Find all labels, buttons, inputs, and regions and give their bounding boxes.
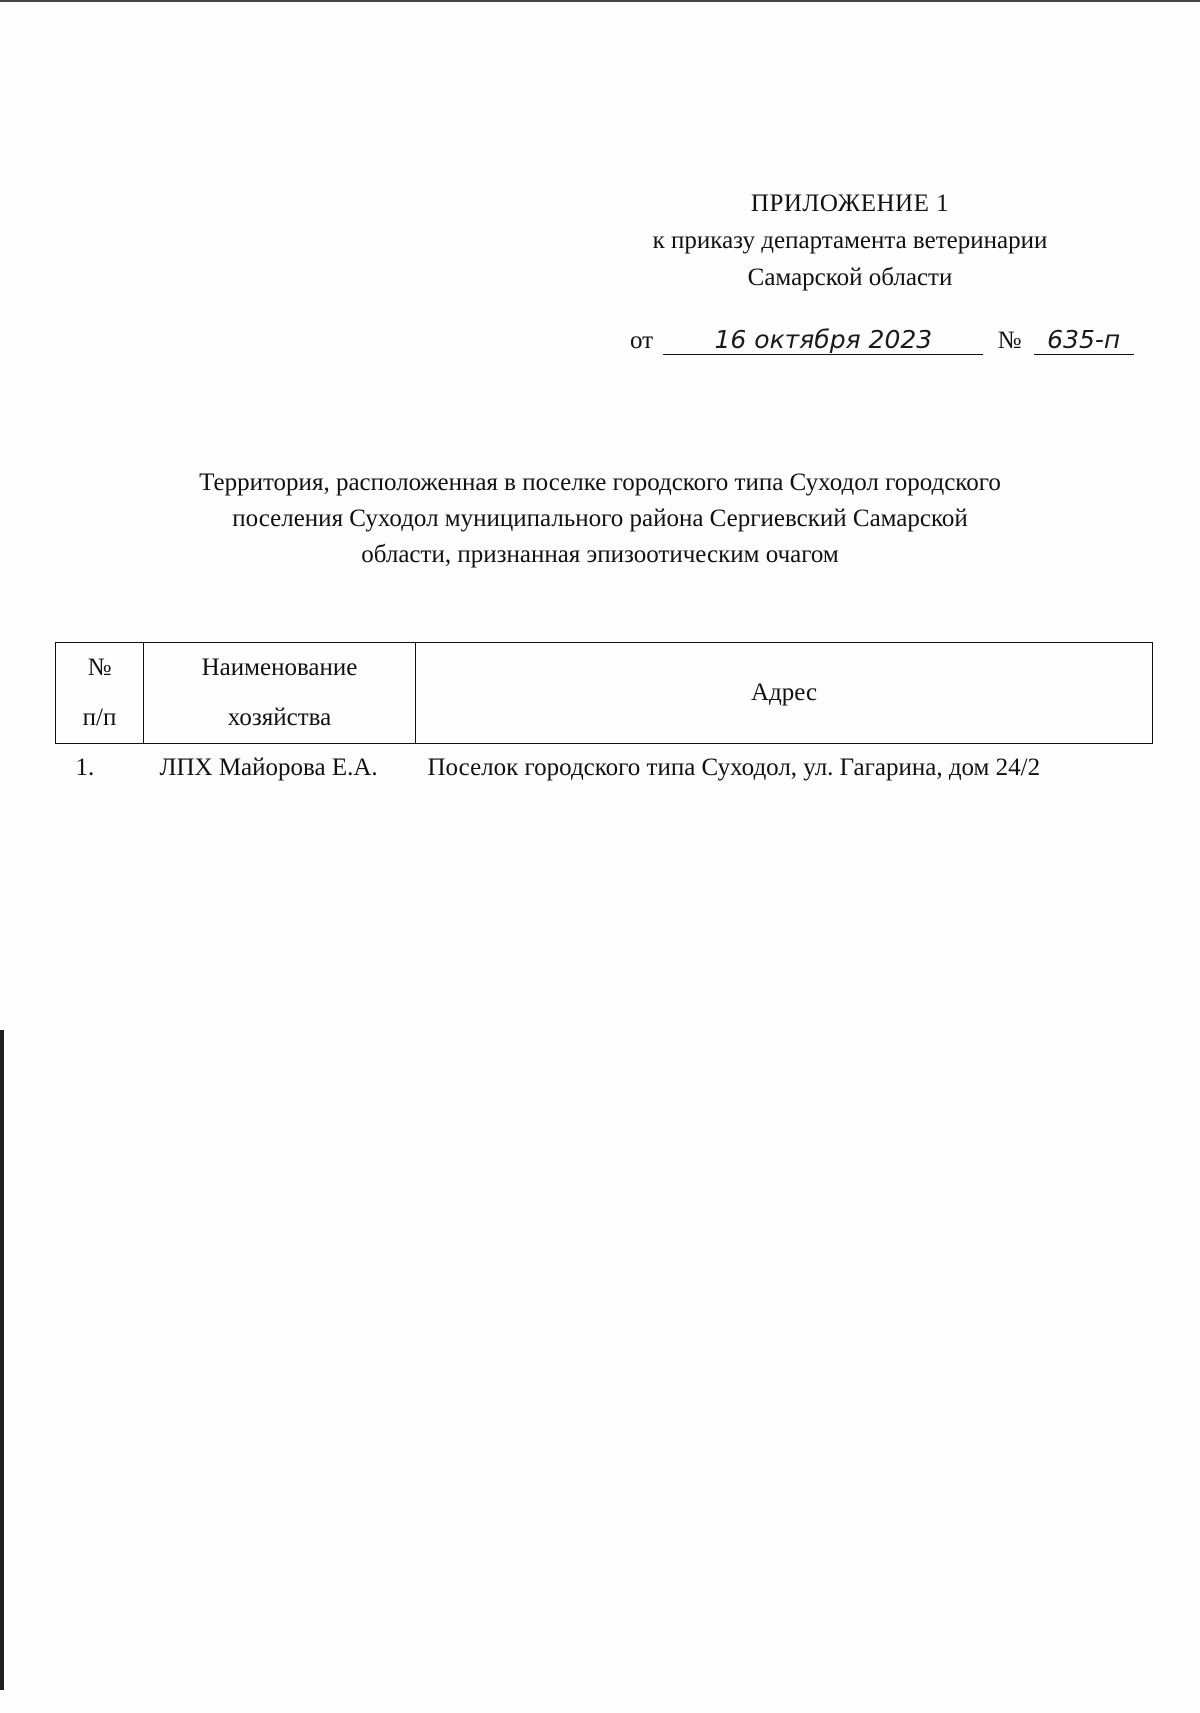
- header-number: [56, 643, 144, 744]
- table-header-row: [56, 643, 1153, 744]
- header-number-abbrev: п/п: [82, 704, 117, 731]
- farms-table: [55, 642, 1153, 783]
- header-address: Адрес: [416, 643, 1153, 744]
- header-farm-name-line-2: хозяйства: [227, 704, 332, 731]
- header-farm-name-line-1: Наименование: [201, 654, 358, 681]
- document-title-line-2: поселения Суходол муниципального района Сергиевский Самарской: [232, 505, 968, 532]
- order-number-label: №: [997, 327, 1022, 354]
- row-address: Поселок городского типа Суходол, ул. Гагарина, дом 24/2: [427, 754, 1041, 781]
- scan-edge-left: [0, 1030, 4, 1690]
- appendix-title: ПРИЛОЖЕНИЕ 1: [750, 190, 950, 217]
- header-farm-name: [144, 643, 416, 744]
- order-date-number: [630, 325, 1134, 355]
- document-title-line-1: Территория, расположенная в поселке городского типа Суходол городского: [199, 469, 1001, 496]
- appendix-header: [560, 185, 1140, 296]
- scan-edge-top: [0, 0, 1200, 2]
- order-number-handwritten: 635-п: [1034, 325, 1134, 355]
- row-farm-name: ЛПХ Майорова Е.А.: [159, 754, 378, 781]
- row-number: 1.: [75, 754, 95, 781]
- header-number-symbol: №: [87, 654, 112, 681]
- appendix-order-reference: к приказу департамента ветеринарии: [652, 227, 1048, 254]
- document-title-line-3: области, признанная эпизоотическим очагом: [361, 541, 839, 568]
- order-from-label: от: [630, 327, 654, 354]
- document-title: [100, 465, 1100, 573]
- appendix-region: Самарской области: [747, 264, 953, 291]
- table-row: [56, 744, 1153, 784]
- order-date-handwritten: 16 октября 2023: [663, 325, 983, 355]
